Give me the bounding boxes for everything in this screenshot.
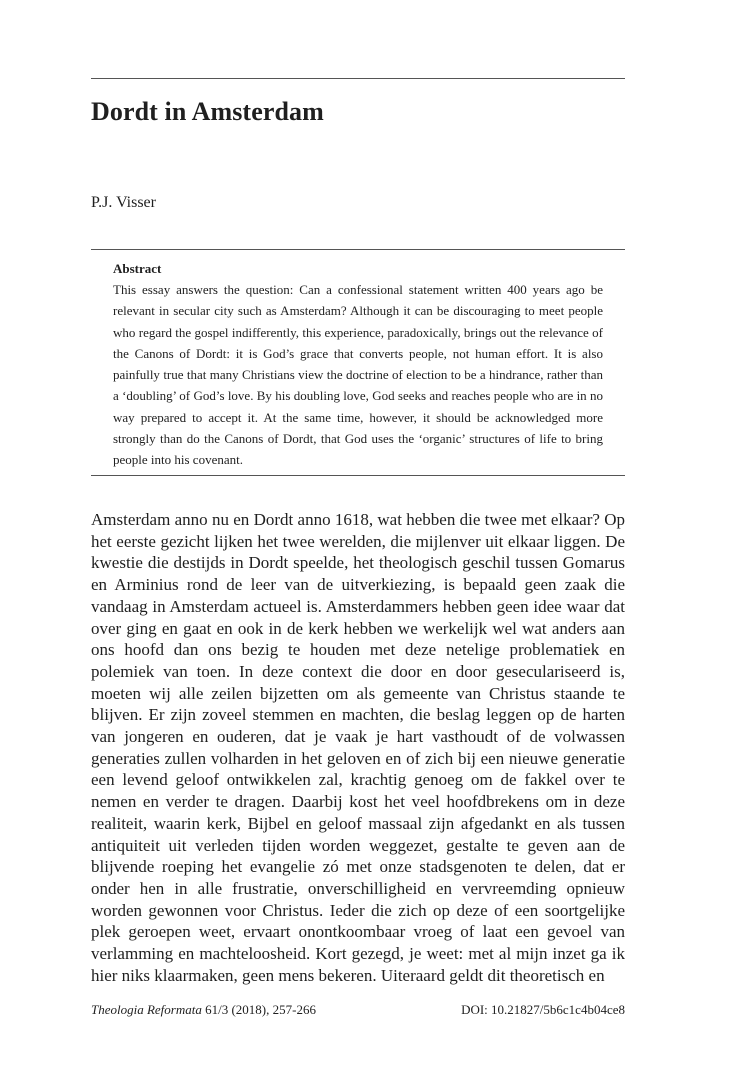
body-paragraph: Amsterdam anno nu en Dordt anno 1618, wat hebben die twee met elkaar? Op het eerste gezicht lijken het twee werelden, die mijlenver uit elkaar liggen. De kwestie die destijds in Dordt speelde, het theologisch geschil tussen Gomarus en Arminius rond de leer van de uitverkiezing, is bepaald geen zaak die vandaag in Amsterdam actueel is. Amsterdammers hebben geen idee waar dat over ging en gaat en ook in de kerk hebben we werkelijk wel wat anders aan ons hoofd dan ons bezig te houden met deze netelige problematiek en polemiek van toen. In deze context die door en door geseculariseerd is, moeten wij alle zeilen bijzetten om als gemeente van Christus staande te blijven. Er zijn zoveel stemmen en machten, die beslag leggen op de harten van jongeren en ouderen, dat je vaak je hart vasthoudt of de volwassen generaties zullen volharden in het geloven en of zich bij een nieuwe generatie een levend geloof ontwikkelen zal, krachtig genoeg om de fakkel over te nemen en verder te dragen. Daarbij kost het veel hoofdbrekens om in deze realiteit, waarin kerk, Bijbel en geloof massaal zijn afgedankt en als tussen antiquiteit uit verleden tijden worden weggezet, gestalte te geven aan de blijvende roeping het evangelie zó met onze stadsgenoten te delen, dat er onder hen in alle frustratie, onverschilligheid en vervreemding opnieuw worden gewonnen voor Christus. Ieder die zich op deze of een soortgelijke plek geroepen weet, ervaart onontkoombaar vroeg of laat een gevoel van verlamming en machteloosheid. Kort gezegd, je weet: met al mijn inzet ga ik hier niks klaarmaken, geen mens bekeren. Uiteraard geldt dit theoretisch en [91, 510, 625, 985]
doi-link[interactable]: DOI: 10.21827/5b6c1c4b04ce8 [461, 1002, 625, 1017]
volume-pages: 61/3 (2018), 257-266 [205, 1002, 316, 1017]
abstract-heading: Abstract [113, 261, 162, 276]
article-title: Dordt in Amsterdam [91, 97, 324, 126]
abstract-section [113, 258, 603, 471]
abstract-bottom-rule [91, 475, 625, 476]
abstract-text: This essay answers the question: Can a confessional statement written 400 years ago be relevant in secular city such as Amsterdam? Although it can be discouraging to meet people who regard the gospel indifferently, this experience, paradoxically, brings out the relevance of the Canons of Dordt: it is God’s grace that converts people, not human effort. It is also painfully true that many Christians view the doctrine of election to be a hindrance, rather than a ‘doubling’ of God’s love. By his doubling love, God seeks and reaches people who are in no way prepared to accept it. At the same time, however, it should be acknowledged more strongly than do the Canons of Dordt, that God uses the ‘organic’ structures of life to bring people into his covenant. [113, 282, 603, 468]
top-rule [91, 78, 625, 79]
abstract-top-rule [91, 249, 625, 250]
journal-citation [91, 1002, 316, 1018]
page-footer [91, 1002, 625, 1018]
author-name: P.J. Visser [91, 194, 156, 211]
journal-name: Theologia Reformata [91, 1002, 202, 1017]
